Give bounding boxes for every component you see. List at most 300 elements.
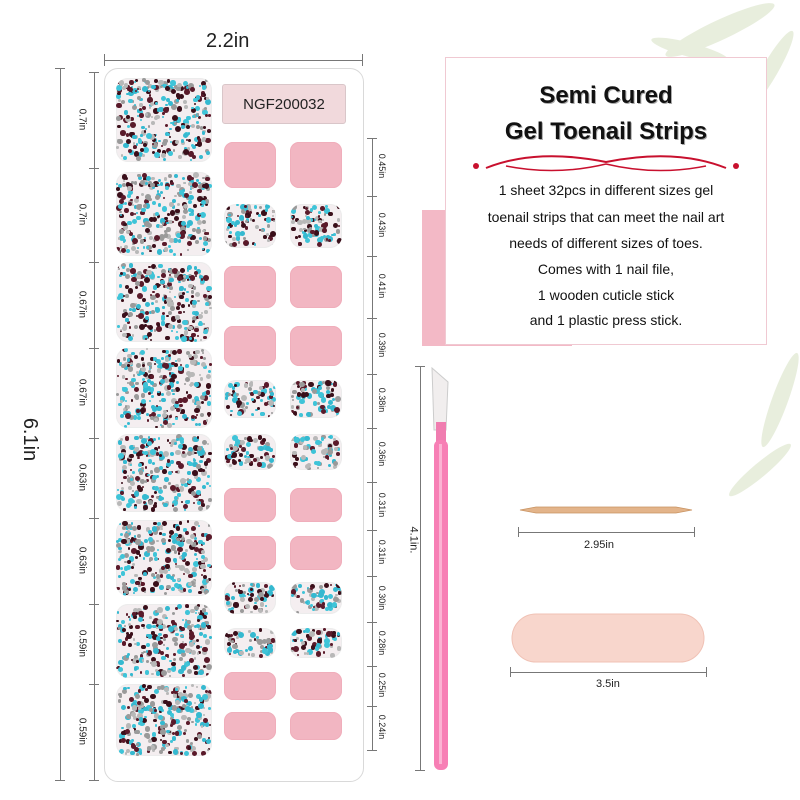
glitter-dot [148,436,151,439]
glitter-dot [159,750,163,754]
glitter-dot [132,471,135,474]
glitter-dot [323,628,326,631]
glitter-nail-strip [290,204,342,248]
glitter-dot [136,582,140,586]
height-dimension-line [60,68,61,780]
glitter-dot [116,173,119,176]
glitter-dot [137,525,142,530]
glitter-dot [192,640,195,643]
glitter-dot [198,703,204,709]
glitter-dot [225,396,229,400]
glitter-dot [169,249,173,253]
glitter-dot [143,605,148,610]
glitter-dot [145,480,148,483]
glitter-dot [230,410,233,413]
glitter-dot [196,558,198,560]
glitter-dot [155,307,161,313]
glitter-dot [236,204,238,206]
glitter-dot [120,272,123,275]
glitter-dot [142,684,146,688]
glitter-dot [161,316,165,320]
glitter-dot [325,380,330,385]
glitter-dot [295,457,299,461]
glitter-dot [161,747,164,750]
glitter-dot [149,559,151,561]
glitter-dot [166,647,169,650]
glitter-dot [153,719,157,723]
glitter-dot [177,547,182,552]
glitter-dot [135,286,138,289]
glitter-dot [180,635,183,638]
glitter-dot [140,119,142,121]
glitter-dot [158,80,164,86]
glitter-dot [165,86,170,91]
glitter-dot [250,593,254,597]
glitter-dot [298,584,302,588]
glitter-dot [301,455,306,460]
glitter-dot [227,647,232,652]
glitter-dot [121,487,124,490]
glitter-dot [133,592,135,594]
glitter-dot [298,235,301,238]
glitter-dot [118,268,120,270]
glitter-dot [122,333,127,338]
glitter-dot [273,405,275,407]
glitter-dot [146,643,150,647]
glitter-dot [201,200,206,205]
glitter-dot [191,144,194,147]
glitter-dot [138,689,142,693]
glitter-dot [150,375,154,379]
glitter-dot [291,594,295,598]
glitter-dot [204,329,208,333]
glitter-dot [333,597,339,603]
glitter-dot [163,503,167,507]
nail-file-dimension-tick [510,667,511,677]
glitter-dot [140,239,144,243]
glitter-dot [205,138,210,143]
glitter-dot [238,459,241,462]
glitter-dot [181,665,186,670]
pink-nail-strip [290,536,342,570]
glitter-dot [258,446,263,451]
glitter-dot [251,398,254,401]
glitter-dot [309,631,315,637]
glitter-dot [207,401,211,405]
glitter-dot [147,685,151,689]
glitter-dot [136,660,139,663]
glitter-dot [209,485,211,487]
right-nail-size-label: 0.38in [377,387,387,413]
glitter-dot [140,350,145,355]
glitter-dot [187,520,190,523]
glitter-dot [179,565,185,571]
glitter-dot [197,436,199,438]
glitter-dot [201,401,204,404]
glitter-dot [200,339,202,341]
glitter-dot [150,449,156,455]
pink-nail-strip [224,266,276,308]
glitter-dot [153,438,156,441]
glitter-dot [137,534,141,538]
glitter-dot [296,611,299,614]
glitter-dot [158,437,160,439]
glitter-dot [175,315,179,319]
glitter-dot [128,288,134,294]
glitter-dot [291,381,295,385]
glitter-dot [162,242,167,247]
glitter-dot [149,400,151,402]
glitter-dot [209,724,211,726]
glitter-dot [189,191,192,194]
glitter-dot [196,464,200,468]
glitter-dot [120,567,123,570]
glitter-dot [170,306,175,311]
glitter-dot [154,689,159,694]
small-nail-dimension-tick [367,482,377,483]
glitter-dot [133,374,135,376]
glitter-dot [155,426,157,428]
glitter-dot [265,610,268,613]
glitter-dot [145,446,147,448]
glitter-dot [173,653,176,656]
glitter-dot [206,249,210,253]
small-nail-dimension-line [372,138,373,750]
glitter-dot [175,417,178,420]
glitter-dot [178,552,181,555]
glitter-dot [199,237,202,240]
glitter-dot [179,626,182,629]
glitter-dot [194,606,199,611]
glitter-dot [152,201,156,205]
height-dimension-tick [55,68,65,69]
glitter-dot [272,244,275,247]
glitter-dot [318,211,321,214]
glitter-dot [172,705,177,710]
glitter-dot [203,357,207,361]
glitter-dot [270,630,274,634]
glitter-dot [123,673,127,677]
glitter-dot [267,464,273,470]
glitter-dot [150,587,154,591]
glitter-dot [198,591,201,594]
glitter-dot [127,706,130,709]
glitter-dot [178,239,182,243]
glitter-dot [203,634,207,638]
glitter-dot [173,253,176,256]
glitter-dot [124,208,129,213]
glitter-nail-strip [224,380,276,418]
glitter-dot [269,448,272,451]
glitter-dot [204,310,208,314]
glitter-dot [297,220,302,225]
glitter-dot [129,80,133,84]
glitter-dot [174,442,177,445]
glitter-dot [136,452,141,457]
glitter-dot [154,418,159,423]
glitter-dot [292,451,297,456]
info-line: needs of different sizes of toes. [509,235,703,251]
glitter-dot [161,393,164,396]
glitter-dot [149,616,152,619]
glitter-dot [194,452,197,455]
pink-nail-strip [224,488,276,522]
glitter-dot [324,222,328,226]
glitter-dot [241,395,247,401]
glitter-dot [170,406,175,411]
glitter-dot [154,709,157,712]
glitter-dot [155,212,159,216]
glitter-dot [203,241,208,246]
left-nail-size-label: 0.7in [76,108,88,131]
glitter-dot [209,636,211,638]
product-code-label: NGF200032 [222,84,346,124]
glitter-dot [165,617,168,620]
glitter-dot [235,589,238,592]
right-nail-size-label: 0.25in [377,672,387,698]
glitter-dot [187,220,193,226]
glitter-dot [192,155,197,160]
glitter-dot [182,674,185,677]
glitter-dot [126,115,130,119]
glitter-dot [129,308,132,311]
glitter-dot [141,252,144,255]
glitter-dot [242,584,245,587]
glitter-dot [165,124,168,127]
glitter-dot [160,191,163,194]
glitter-dot [125,378,127,380]
glitter-dot [121,727,123,729]
glitter-dot [135,556,139,560]
glitter-nail-strip [116,520,212,596]
glitter-dot [151,85,155,89]
glitter-dot [119,284,122,287]
glitter-dot [151,495,154,498]
glitter-dot [188,326,193,331]
glitter-dot [334,380,336,382]
glitter-dot [151,116,153,118]
glitter-dot [264,584,268,588]
glitter-dot [208,524,210,526]
glitter-dot [240,440,245,445]
glitter-dot [269,388,272,391]
glitter-nail-strip [116,434,212,512]
glitter-dot [180,231,185,236]
glitter-dot [125,729,130,734]
glitter-dot [198,506,203,511]
glitter-nail-strip [224,434,276,470]
row-dimension-tick [89,262,99,263]
glitter-dot [117,489,119,491]
glitter-dot [198,322,202,326]
glitter-dot [116,187,120,191]
glitter-dot [150,339,152,341]
right-nail-size-label: 0.24in [377,714,387,740]
glitter-dot [177,725,182,730]
glitter-dot [150,366,153,369]
glitter-dot [124,110,128,114]
glitter-dot [155,300,158,303]
glitter-dot [124,425,127,428]
glitter-dot [156,326,162,332]
glitter-dot [186,291,189,294]
glitter-dot [191,650,196,655]
glitter-dot [177,106,183,112]
glitter-dot [123,460,126,463]
glitter-dot [326,238,328,240]
right-nail-size-label: 0.39in [377,332,387,358]
glitter-dot [202,352,204,354]
glitter-dot [177,578,180,581]
glitter-dot [152,406,158,412]
glitter-dot [155,724,157,726]
glitter-dot [128,366,133,371]
glitter-dot [207,443,209,445]
small-nail-dimension-tick [367,196,377,197]
glitter-dot [182,292,185,295]
glitter-dot [186,125,190,129]
nail-file-dimension-line [510,672,706,673]
glitter-dot [170,713,174,717]
glitter-dot [152,475,157,480]
glitter-dot [128,99,132,103]
glitter-dot [261,229,264,232]
glitter-dot [321,397,327,403]
glitter-dot [179,521,182,524]
glitter-dot [117,325,120,328]
glitter-dot [146,348,148,350]
glitter-dot [197,300,200,303]
glitter-dot [134,730,138,734]
glitter-dot [240,597,245,602]
small-nail-dimension-tick [367,374,377,375]
glitter-dot [123,357,127,361]
glitter-dot [245,649,248,652]
glitter-dot [119,695,122,698]
small-nail-dimension-tick [367,706,377,707]
glitter-dot [187,249,189,251]
glitter-dot [179,288,183,292]
glitter-dot [336,229,341,234]
glitter-dot [171,667,174,670]
glitter-dot [144,221,150,227]
glitter-dot [208,114,211,117]
glitter-dot [248,646,253,651]
glitter-dot [138,617,143,622]
glitter-dot [338,225,340,227]
glitter-dot [152,244,156,248]
glitter-dot [188,195,194,201]
glitter-dot [205,177,209,181]
glitter-dot [167,213,170,216]
glitter-dot [141,357,144,360]
glitter-dot [147,441,152,446]
glitter-dot [258,608,263,613]
glitter-dot [324,638,330,644]
glitter-dot [172,637,177,642]
glitter-nail-strip [116,262,212,342]
small-nail-dimension-tick [367,318,377,319]
glitter-dot [119,523,122,526]
glitter-dot [163,485,167,489]
glitter-dot [202,184,207,189]
glitter-dot [316,643,321,648]
glitter-dot [230,414,232,416]
glitter-dot [305,238,310,243]
small-nail-dimension-tick [367,622,377,623]
glitter-dot [151,507,156,512]
glitter-dot [118,453,124,459]
glitter-dot [333,438,336,441]
glitter-dot [124,202,127,205]
glitter-dot [119,211,122,214]
glitter-dot [190,359,195,364]
glitter-dot [180,268,185,273]
glitter-dot [129,326,131,328]
glitter-dot [330,584,332,586]
glitter-dot [158,264,162,268]
row-dimension-tick [89,780,99,781]
glitter-dot [166,391,171,396]
glitter-dot [317,242,322,247]
glitter-dot [193,502,195,504]
glitter-dot [120,438,123,441]
row-dimension-tick [89,684,99,685]
glitter-dot [132,238,138,244]
glitter-dot [144,698,149,703]
glitter-dot [201,751,206,756]
glitter-dot [136,216,141,221]
small-nail-dimension-tick [367,750,377,751]
glitter-dot [330,393,334,397]
glitter-dot [206,383,211,388]
glitter-dot [175,209,180,214]
pink-nail-strip [224,712,276,740]
info-title-line1: Semi Cured [539,82,673,109]
glitter-dot [163,420,168,425]
pink-nail-strip [224,672,276,700]
glitter-dot [333,223,338,228]
glitter-dot [245,604,250,609]
glitter-dot [134,667,138,671]
glitter-dot [127,194,131,198]
glitter-dot [177,489,180,492]
glitter-dot [134,81,136,83]
glitter-dot [175,700,180,705]
glitter-dot [181,336,187,342]
glitter-dot [120,554,125,559]
row-dimension-line [94,72,95,780]
glitter-dot [118,551,120,553]
glitter-dot [208,263,210,265]
glitter-dot [148,325,153,330]
glitter-dot [310,230,315,235]
glitter-dot [291,395,294,398]
glitter-dot [173,558,177,562]
glitter-dot [169,286,173,290]
glitter-dot [198,452,202,456]
glitter-dot [182,215,186,219]
glitter-dot [161,321,164,324]
glitter-dot [158,203,162,207]
glitter-dot [177,349,181,353]
glitter-dot [134,506,137,509]
width-dimension-tick [362,54,363,66]
height-dimension-tick [55,780,65,781]
glitter-dot [178,444,183,449]
glitter-dot [140,671,143,674]
glitter-dot [145,688,148,691]
